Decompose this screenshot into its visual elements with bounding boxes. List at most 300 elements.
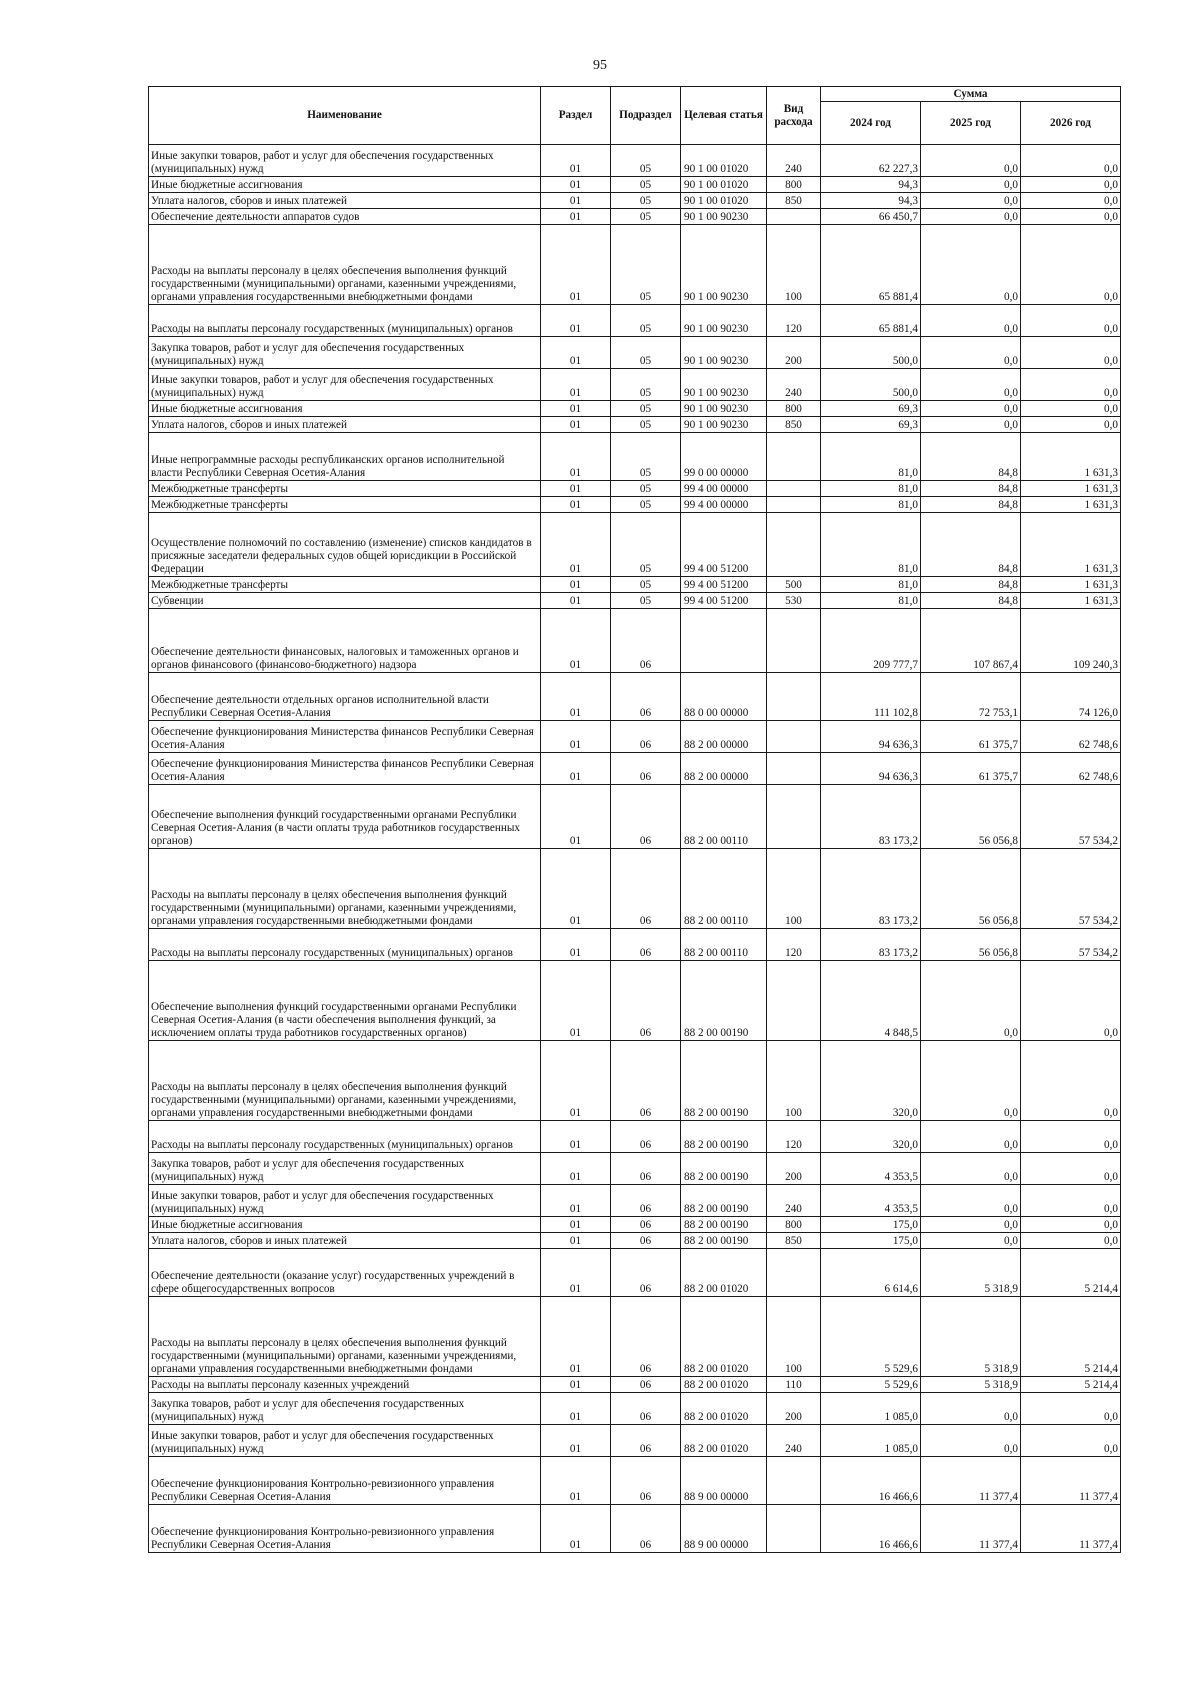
cell-sum-2024: 16 466,6 bbox=[821, 1505, 921, 1553]
cell-sum-2024: 5 529,6 bbox=[821, 1377, 921, 1393]
cell-podrazdel: 06 bbox=[611, 929, 681, 961]
cell-name: Расходы на выплаты персоналу казенных учреждений bbox=[149, 1377, 541, 1393]
table-row bbox=[149, 609, 1121, 673]
cell-sum-2024: 111 102,8 bbox=[821, 673, 921, 721]
cell-sum-2025: 0,0 bbox=[921, 209, 1021, 225]
cell-sum-2026: 0,0 bbox=[1021, 337, 1121, 369]
cell-sum-2025: 0,0 bbox=[921, 1217, 1021, 1233]
table-row bbox=[149, 929, 1121, 961]
cell-vid-rashoda: 200 bbox=[767, 1153, 821, 1185]
cell-sum-2026: 0,0 bbox=[1021, 1393, 1121, 1425]
header-celevaya-statya: Целевая статья bbox=[681, 87, 767, 145]
cell-podrazdel: 06 bbox=[611, 1217, 681, 1233]
cell-sum-2026: 0,0 bbox=[1021, 401, 1121, 417]
cell-sum-2025: 0,0 bbox=[921, 337, 1021, 369]
cell-name: Закупка товаров, работ и услуг для обеспечения государственных (муниципальных) нужд bbox=[149, 1153, 541, 1185]
cell-razdel: 01 bbox=[541, 1185, 611, 1217]
cell-razdel: 01 bbox=[541, 961, 611, 1041]
cell-name: Закупка товаров, работ и услуг для обеспечения государственных (муниципальных) нужд bbox=[149, 1393, 541, 1425]
cell-vid-rashoda: 850 bbox=[767, 193, 821, 209]
cell-podrazdel: 06 bbox=[611, 1121, 681, 1153]
cell-celevaya-statya: 88 2 00 00190 bbox=[681, 1121, 767, 1153]
table-row bbox=[149, 417, 1121, 433]
cell-sum-2025: 0,0 bbox=[921, 1233, 1021, 1249]
cell-podrazdel: 05 bbox=[611, 497, 681, 513]
cell-sum-2025: 0,0 bbox=[921, 225, 1021, 305]
cell-sum-2024: 81,0 bbox=[821, 593, 921, 609]
cell-name: Уплата налогов, сборов и иных платежей bbox=[149, 417, 541, 433]
cell-vid-rashoda: 530 bbox=[767, 593, 821, 609]
cell-podrazdel: 05 bbox=[611, 145, 681, 177]
cell-name: Обеспечение выполнения функций государственными органами Республики Северная Осетия-Алания (в части обеспечения выполнения функций, за исключением оплаты труда работников государственных органов) bbox=[149, 961, 541, 1041]
cell-razdel: 01 bbox=[541, 753, 611, 785]
cell-sum-2026: 0,0 bbox=[1021, 209, 1121, 225]
cell-sum-2025: 84,8 bbox=[921, 497, 1021, 513]
cell-celevaya-statya: 99 4 00 51200 bbox=[681, 513, 767, 577]
cell-sum-2025: 56 056,8 bbox=[921, 929, 1021, 961]
cell-name: Иные бюджетные ассигнования bbox=[149, 1217, 541, 1233]
cell-celevaya-statya: 88 9 00 00000 bbox=[681, 1505, 767, 1553]
cell-sum-2024: 94 636,3 bbox=[821, 753, 921, 785]
cell-vid-rashoda bbox=[767, 1457, 821, 1505]
table-row bbox=[149, 1297, 1121, 1377]
cell-sum-2026: 0,0 bbox=[1021, 177, 1121, 193]
cell-vid-rashoda: 850 bbox=[767, 417, 821, 433]
cell-sum-2025: 84,8 bbox=[921, 593, 1021, 609]
cell-vid-rashoda bbox=[767, 753, 821, 785]
cell-sum-2026: 1 631,3 bbox=[1021, 513, 1121, 577]
cell-sum-2024: 69,3 bbox=[821, 401, 921, 417]
cell-podrazdel: 05 bbox=[611, 369, 681, 401]
cell-celevaya-statya: 88 2 00 00190 bbox=[681, 1153, 767, 1185]
cell-sum-2026: 1 631,3 bbox=[1021, 593, 1121, 609]
cell-podrazdel: 05 bbox=[611, 433, 681, 481]
cell-sum-2026: 0,0 bbox=[1021, 145, 1121, 177]
cell-podrazdel: 06 bbox=[611, 1233, 681, 1249]
cell-sum-2026: 0,0 bbox=[1021, 961, 1121, 1041]
cell-sum-2026: 5 214,4 bbox=[1021, 1297, 1121, 1377]
cell-sum-2025: 84,8 bbox=[921, 433, 1021, 481]
cell-razdel: 01 bbox=[541, 305, 611, 337]
cell-vid-rashoda: 100 bbox=[767, 225, 821, 305]
cell-sum-2025: 72 753,1 bbox=[921, 673, 1021, 721]
cell-podrazdel: 05 bbox=[611, 401, 681, 417]
cell-sum-2026: 57 534,2 bbox=[1021, 785, 1121, 849]
cell-razdel: 01 bbox=[541, 481, 611, 497]
cell-razdel: 01 bbox=[541, 577, 611, 593]
cell-vid-rashoda: 800 bbox=[767, 1217, 821, 1233]
cell-name: Закупка товаров, работ и услуг для обеспечения государственных (муниципальных) нужд bbox=[149, 337, 541, 369]
cell-sum-2026: 74 126,0 bbox=[1021, 673, 1121, 721]
cell-celevaya-statya: 88 9 00 00000 bbox=[681, 1457, 767, 1505]
cell-razdel: 01 bbox=[541, 433, 611, 481]
cell-celevaya-statya: 90 1 00 90230 bbox=[681, 305, 767, 337]
cell-sum-2026: 0,0 bbox=[1021, 305, 1121, 337]
cell-sum-2025: 61 375,7 bbox=[921, 721, 1021, 753]
cell-podrazdel: 05 bbox=[611, 577, 681, 593]
cell-celevaya-statya: 90 1 00 01020 bbox=[681, 177, 767, 193]
cell-sum-2024: 66 450,7 bbox=[821, 209, 921, 225]
table-row bbox=[149, 177, 1121, 193]
cell-razdel: 01 bbox=[541, 1425, 611, 1457]
cell-name: Обеспечение функционирования Контрольно-ревизионного управления Республики Северная Осетия-Алания bbox=[149, 1505, 541, 1553]
cell-razdel: 01 bbox=[541, 1457, 611, 1505]
cell-sum-2024: 175,0 bbox=[821, 1217, 921, 1233]
cell-name: Обеспечение деятельности (оказание услуг) государственных учреждений в сфере общегосударственных вопросов bbox=[149, 1249, 541, 1297]
cell-celevaya-statya: 88 2 00 00110 bbox=[681, 929, 767, 961]
table-header bbox=[149, 87, 1121, 145]
table-row bbox=[149, 785, 1121, 849]
cell-celevaya-statya: 90 1 00 01020 bbox=[681, 193, 767, 209]
cell-sum-2026: 0,0 bbox=[1021, 1217, 1121, 1233]
cell-sum-2025: 0,0 bbox=[921, 401, 1021, 417]
header-name: Наименование bbox=[149, 87, 541, 145]
cell-vid-rashoda bbox=[767, 1249, 821, 1297]
table-row bbox=[149, 1153, 1121, 1185]
cell-vid-rashoda: 200 bbox=[767, 337, 821, 369]
cell-razdel: 01 bbox=[541, 1153, 611, 1185]
cell-vid-rashoda bbox=[767, 497, 821, 513]
cell-podrazdel: 06 bbox=[611, 1393, 681, 1425]
cell-name: Межбюджетные трансферты bbox=[149, 481, 541, 497]
table-row bbox=[149, 513, 1121, 577]
cell-razdel: 01 bbox=[541, 673, 611, 721]
cell-sum-2024: 4 848,5 bbox=[821, 961, 921, 1041]
cell-sum-2026: 0,0 bbox=[1021, 1425, 1121, 1457]
table-row bbox=[149, 1185, 1121, 1217]
cell-name: Субвенции bbox=[149, 593, 541, 609]
cell-celevaya-statya: 88 2 00 01020 bbox=[681, 1377, 767, 1393]
table-row bbox=[149, 721, 1121, 753]
table-row bbox=[149, 1505, 1121, 1553]
table-row bbox=[149, 481, 1121, 497]
cell-razdel: 01 bbox=[541, 1297, 611, 1377]
cell-sum-2024: 81,0 bbox=[821, 577, 921, 593]
cell-sum-2026: 0,0 bbox=[1021, 193, 1121, 209]
cell-razdel: 01 bbox=[541, 609, 611, 673]
cell-celevaya-statya: 88 0 00 00000 bbox=[681, 673, 767, 721]
cell-razdel: 01 bbox=[541, 721, 611, 753]
cell-vid-rashoda: 120 bbox=[767, 305, 821, 337]
cell-sum-2026: 0,0 bbox=[1021, 369, 1121, 401]
cell-vid-rashoda bbox=[767, 513, 821, 577]
table-row bbox=[149, 1393, 1121, 1425]
cell-name: Расходы на выплаты персоналу в целях обеспечения выполнения функций государственными (муниципальными) органами, казенными учреждениями, органами управления государственными внебюджетными фондами bbox=[149, 849, 541, 929]
table-body bbox=[149, 145, 1121, 1553]
cell-vid-rashoda bbox=[767, 433, 821, 481]
cell-name: Иные закупки товаров, работ и услуг для обеспечения государственных (муниципальных) нужд bbox=[149, 1425, 541, 1457]
cell-sum-2024: 1 085,0 bbox=[821, 1425, 921, 1457]
cell-sum-2025: 0,0 bbox=[921, 145, 1021, 177]
cell-podrazdel: 06 bbox=[611, 961, 681, 1041]
cell-name: Иные закупки товаров, работ и услуг для обеспечения государственных (муниципальных) нужд bbox=[149, 369, 541, 401]
cell-sum-2024: 94,3 bbox=[821, 193, 921, 209]
cell-podrazdel: 06 bbox=[611, 1249, 681, 1297]
table-row bbox=[149, 1217, 1121, 1233]
cell-sum-2025: 0,0 bbox=[921, 1425, 1021, 1457]
cell-razdel: 01 bbox=[541, 369, 611, 401]
cell-celevaya-statya: 99 4 00 00000 bbox=[681, 481, 767, 497]
cell-podrazdel: 06 bbox=[611, 609, 681, 673]
cell-podrazdel: 05 bbox=[611, 513, 681, 577]
cell-sum-2025: 84,8 bbox=[921, 481, 1021, 497]
header-podrazdel: Подраздел bbox=[611, 87, 681, 145]
table-row bbox=[149, 577, 1121, 593]
cell-celevaya-statya: 90 1 00 90230 bbox=[681, 225, 767, 305]
cell-razdel: 01 bbox=[541, 177, 611, 193]
cell-name: Расходы на выплаты персоналу государственных (муниципальных) органов bbox=[149, 305, 541, 337]
cell-sum-2024: 65 881,4 bbox=[821, 305, 921, 337]
header-year-2024: 2024 год bbox=[821, 102, 921, 145]
cell-podrazdel: 05 bbox=[611, 305, 681, 337]
cell-name: Обеспечение деятельности финансовых, налоговых и таможенных органов и органов финансового (финансово-бюджетного) надзора bbox=[149, 609, 541, 673]
cell-celevaya-statya: 88 2 00 01020 bbox=[681, 1249, 767, 1297]
cell-razdel: 01 bbox=[541, 1505, 611, 1553]
cell-sum-2025: 0,0 bbox=[921, 961, 1021, 1041]
cell-sum-2026: 0,0 bbox=[1021, 417, 1121, 433]
cell-name: Обеспечение функционирования Министерства финансов Республики Северная Осетия-Алания bbox=[149, 721, 541, 753]
table-row bbox=[149, 369, 1121, 401]
cell-sum-2024: 500,0 bbox=[821, 337, 921, 369]
cell-sum-2025: 56 056,8 bbox=[921, 785, 1021, 849]
cell-sum-2024: 320,0 bbox=[821, 1121, 921, 1153]
cell-vid-rashoda bbox=[767, 961, 821, 1041]
cell-podrazdel: 06 bbox=[611, 785, 681, 849]
table-row bbox=[149, 225, 1121, 305]
cell-name: Обеспечение функционирования Контрольно-ревизионного управления Республики Северная Осетия-Алания bbox=[149, 1457, 541, 1505]
cell-razdel: 01 bbox=[541, 225, 611, 305]
cell-sum-2025: 0,0 bbox=[921, 193, 1021, 209]
cell-sum-2026: 109 240,3 bbox=[1021, 609, 1121, 673]
cell-podrazdel: 06 bbox=[611, 1297, 681, 1377]
cell-sum-2026: 0,0 bbox=[1021, 1041, 1121, 1121]
table-row bbox=[149, 1041, 1121, 1121]
cell-name: Осуществление полномочий по составлению (изменение) списков кандидатов в присяжные заседатели федеральных судов общей юрисдикции в Российской Федерации bbox=[149, 513, 541, 577]
cell-celevaya-statya: 90 1 00 90230 bbox=[681, 337, 767, 369]
cell-razdel: 01 bbox=[541, 497, 611, 513]
cell-celevaya-statya: 90 1 00 90230 bbox=[681, 369, 767, 401]
cell-celevaya-statya: 88 2 00 01020 bbox=[681, 1393, 767, 1425]
cell-razdel: 01 bbox=[541, 593, 611, 609]
cell-podrazdel: 06 bbox=[611, 673, 681, 721]
cell-razdel: 01 bbox=[541, 1041, 611, 1121]
cell-sum-2024: 500,0 bbox=[821, 369, 921, 401]
cell-name: Межбюджетные трансферты bbox=[149, 497, 541, 513]
cell-vid-rashoda: 100 bbox=[767, 1297, 821, 1377]
cell-vid-rashoda bbox=[767, 785, 821, 849]
cell-sum-2026: 62 748,6 bbox=[1021, 753, 1121, 785]
cell-vid-rashoda: 240 bbox=[767, 1425, 821, 1457]
cell-sum-2025: 107 867,4 bbox=[921, 609, 1021, 673]
header-year-2026: 2026 год bbox=[1021, 102, 1121, 145]
cell-razdel: 01 bbox=[541, 513, 611, 577]
cell-vid-rashoda: 800 bbox=[767, 401, 821, 417]
cell-sum-2025: 0,0 bbox=[921, 1041, 1021, 1121]
cell-celevaya-statya: 88 2 00 00190 bbox=[681, 961, 767, 1041]
cell-sum-2026: 1 631,3 bbox=[1021, 481, 1121, 497]
cell-vid-rashoda bbox=[767, 481, 821, 497]
cell-sum-2025: 0,0 bbox=[921, 1153, 1021, 1185]
cell-sum-2024: 83 173,2 bbox=[821, 929, 921, 961]
cell-celevaya-statya: 99 4 00 51200 bbox=[681, 593, 767, 609]
table-row bbox=[149, 1233, 1121, 1249]
cell-vid-rashoda: 100 bbox=[767, 1041, 821, 1121]
cell-vid-rashoda bbox=[767, 721, 821, 753]
cell-podrazdel: 05 bbox=[611, 593, 681, 609]
cell-razdel: 01 bbox=[541, 337, 611, 369]
cell-sum-2025: 61 375,7 bbox=[921, 753, 1021, 785]
cell-sum-2025: 0,0 bbox=[921, 305, 1021, 337]
cell-razdel: 01 bbox=[541, 1217, 611, 1233]
header-razdel: Раздел bbox=[541, 87, 611, 145]
cell-name: Расходы на выплаты персоналу в целях обеспечения выполнения функций государственными (муниципальными) органами, казенными учреждениями, органами управления государственными внебюджетными фондами bbox=[149, 1041, 541, 1121]
cell-celevaya-statya bbox=[681, 609, 767, 673]
cell-podrazdel: 06 bbox=[611, 1185, 681, 1217]
cell-vid-rashoda: 240 bbox=[767, 369, 821, 401]
cell-sum-2024: 83 173,2 bbox=[821, 849, 921, 929]
table-row bbox=[149, 961, 1121, 1041]
cell-celevaya-statya: 88 2 00 00190 bbox=[681, 1217, 767, 1233]
cell-podrazdel: 06 bbox=[611, 753, 681, 785]
cell-sum-2024: 94,3 bbox=[821, 177, 921, 193]
table-row bbox=[149, 673, 1121, 721]
table-row bbox=[149, 1377, 1121, 1393]
cell-sum-2025: 5 318,9 bbox=[921, 1297, 1021, 1377]
cell-vid-rashoda bbox=[767, 673, 821, 721]
table-row bbox=[149, 1249, 1121, 1297]
table-row bbox=[149, 209, 1121, 225]
cell-sum-2024: 209 777,7 bbox=[821, 609, 921, 673]
cell-sum-2024: 83 173,2 bbox=[821, 785, 921, 849]
cell-razdel: 01 bbox=[541, 145, 611, 177]
cell-celevaya-statya: 99 4 00 51200 bbox=[681, 577, 767, 593]
cell-podrazdel: 06 bbox=[611, 1425, 681, 1457]
cell-razdel: 01 bbox=[541, 849, 611, 929]
cell-celevaya-statya: 88 2 00 00190 bbox=[681, 1041, 767, 1121]
cell-sum-2026: 57 534,2 bbox=[1021, 929, 1121, 961]
cell-podrazdel: 05 bbox=[611, 193, 681, 209]
cell-sum-2026: 57 534,2 bbox=[1021, 849, 1121, 929]
cell-sum-2026: 11 377,4 bbox=[1021, 1505, 1121, 1553]
cell-sum-2026: 5 214,4 bbox=[1021, 1249, 1121, 1297]
cell-razdel: 01 bbox=[541, 1233, 611, 1249]
cell-name: Расходы на выплаты персоналу в целях обеспечения выполнения функций государственными (муниципальными) органами, казенными учреждениями, органами управления государственными внебюджетными фондами bbox=[149, 1297, 541, 1377]
cell-sum-2024: 69,3 bbox=[821, 417, 921, 433]
cell-celevaya-statya: 90 1 00 90230 bbox=[681, 401, 767, 417]
cell-sum-2026: 5 214,4 bbox=[1021, 1377, 1121, 1393]
cell-sum-2026: 0,0 bbox=[1021, 1185, 1121, 1217]
cell-vid-rashoda: 100 bbox=[767, 849, 821, 929]
table-row bbox=[149, 1425, 1121, 1457]
table-row bbox=[149, 593, 1121, 609]
cell-sum-2025: 84,8 bbox=[921, 513, 1021, 577]
cell-sum-2026: 62 748,6 bbox=[1021, 721, 1121, 753]
cell-celevaya-statya: 99 0 00 00000 bbox=[681, 433, 767, 481]
budget-table bbox=[148, 86, 1121, 1553]
cell-podrazdel: 06 bbox=[611, 1457, 681, 1505]
table-row bbox=[149, 337, 1121, 369]
cell-podrazdel: 06 bbox=[611, 1041, 681, 1121]
cell-name: Расходы на выплаты персоналу государственных (муниципальных) органов bbox=[149, 1121, 541, 1153]
cell-razdel: 01 bbox=[541, 1249, 611, 1297]
cell-sum-2024: 4 353,5 bbox=[821, 1185, 921, 1217]
cell-name: Иные закупки товаров, работ и услуг для обеспечения государственных (муниципальных) нужд bbox=[149, 145, 541, 177]
cell-celevaya-statya: 88 2 00 00190 bbox=[681, 1233, 767, 1249]
cell-sum-2025: 11 377,4 bbox=[921, 1457, 1021, 1505]
header-summa: Сумма bbox=[821, 87, 1121, 102]
cell-sum-2025: 0,0 bbox=[921, 1393, 1021, 1425]
cell-vid-rashoda: 850 bbox=[767, 1233, 821, 1249]
cell-sum-2025: 0,0 bbox=[921, 1185, 1021, 1217]
cell-vid-rashoda bbox=[767, 209, 821, 225]
cell-sum-2024: 81,0 bbox=[821, 433, 921, 481]
table-row bbox=[149, 497, 1121, 513]
cell-sum-2025: 0,0 bbox=[921, 369, 1021, 401]
table-row bbox=[149, 433, 1121, 481]
cell-name: Обеспечение функционирования Министерства финансов Республики Северная Осетия-Алания bbox=[149, 753, 541, 785]
cell-celevaya-statya: 88 2 00 01020 bbox=[681, 1425, 767, 1457]
cell-podrazdel: 06 bbox=[611, 1377, 681, 1393]
header-year-2025: 2025 год bbox=[921, 102, 1021, 145]
cell-sum-2024: 16 466,6 bbox=[821, 1457, 921, 1505]
cell-sum-2026: 11 377,4 bbox=[1021, 1457, 1121, 1505]
cell-name: Расходы на выплаты персоналу в целях обеспечения выполнения функций государственными (муниципальными) органами, казенными учреждениями, органами управления государственными внебюджетными фондами bbox=[149, 225, 541, 305]
cell-celevaya-statya: 88 2 00 00000 bbox=[681, 721, 767, 753]
cell-podrazdel: 06 bbox=[611, 1505, 681, 1553]
cell-vid-rashoda: 240 bbox=[767, 1185, 821, 1217]
cell-razdel: 01 bbox=[541, 193, 611, 209]
cell-vid-rashoda: 800 bbox=[767, 177, 821, 193]
cell-name: Уплата налогов, сборов и иных платежей bbox=[149, 193, 541, 209]
header-vid-rashoda: Вид расхода bbox=[767, 87, 821, 145]
cell-podrazdel: 06 bbox=[611, 849, 681, 929]
cell-celevaya-statya: 90 1 00 90230 bbox=[681, 417, 767, 433]
cell-razdel: 01 bbox=[541, 929, 611, 961]
cell-sum-2024: 65 881,4 bbox=[821, 225, 921, 305]
table-row bbox=[149, 1121, 1121, 1153]
table-row bbox=[149, 849, 1121, 929]
cell-sum-2024: 175,0 bbox=[821, 1233, 921, 1249]
cell-name: Иные бюджетные ассигнования bbox=[149, 177, 541, 193]
cell-vid-rashoda bbox=[767, 1505, 821, 1553]
cell-sum-2024: 81,0 bbox=[821, 513, 921, 577]
cell-sum-2024: 81,0 bbox=[821, 497, 921, 513]
cell-celevaya-statya: 88 2 00 00110 bbox=[681, 849, 767, 929]
cell-name: Иные непрограммные расходы республиканских органов исполнительной власти Республики Северная Осетия-Алания bbox=[149, 433, 541, 481]
cell-sum-2025: 0,0 bbox=[921, 417, 1021, 433]
cell-podrazdel: 06 bbox=[611, 721, 681, 753]
table-row bbox=[149, 305, 1121, 337]
cell-razdel: 01 bbox=[541, 785, 611, 849]
cell-sum-2025: 56 056,8 bbox=[921, 849, 1021, 929]
cell-name: Иные бюджетные ассигнования bbox=[149, 401, 541, 417]
cell-name: Межбюджетные трансферты bbox=[149, 577, 541, 593]
cell-name: Иные закупки товаров, работ и услуг для обеспечения государственных (муниципальных) нужд bbox=[149, 1185, 541, 1217]
cell-sum-2025: 11 377,4 bbox=[921, 1505, 1021, 1553]
cell-razdel: 01 bbox=[541, 209, 611, 225]
page-number: 95 bbox=[593, 58, 607, 73]
cell-podrazdel: 05 bbox=[611, 177, 681, 193]
table-row bbox=[149, 753, 1121, 785]
cell-podrazdel: 05 bbox=[611, 417, 681, 433]
cell-sum-2026: 1 631,3 bbox=[1021, 433, 1121, 481]
cell-podrazdel: 05 bbox=[611, 337, 681, 369]
cell-razdel: 01 bbox=[541, 417, 611, 433]
cell-razdel: 01 bbox=[541, 1121, 611, 1153]
cell-sum-2024: 1 085,0 bbox=[821, 1393, 921, 1425]
cell-sum-2024: 94 636,3 bbox=[821, 721, 921, 753]
table-row bbox=[149, 401, 1121, 417]
